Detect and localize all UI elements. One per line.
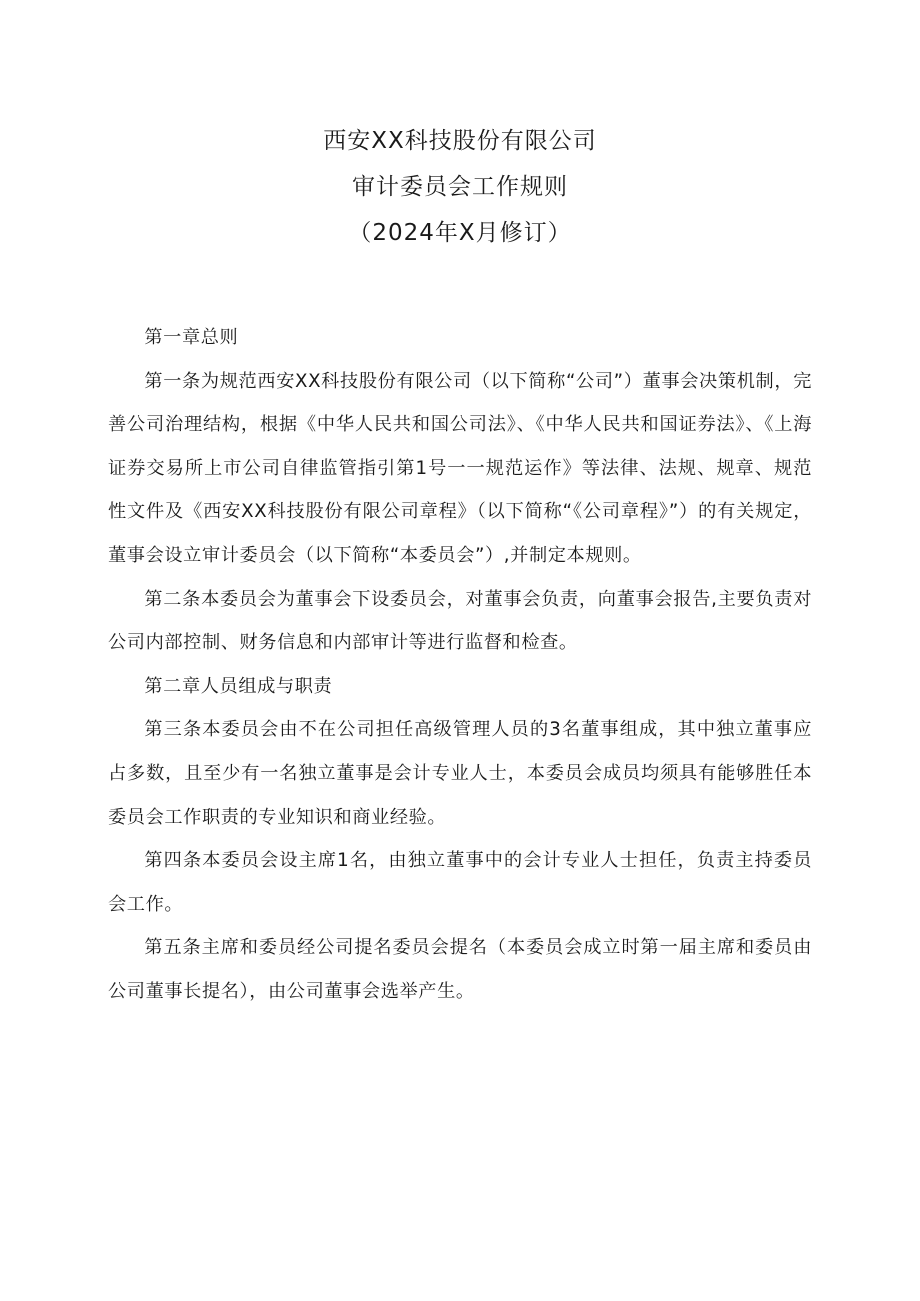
chapter-heading: 第一章总则 xyxy=(144,327,239,348)
revision-note: （2024年X月修订） xyxy=(348,220,572,246)
document-body xyxy=(108,316,812,1014)
article-paragraph: 第三条本委员会由不在公司担任高级管理人员的3名董事组成，其中独立董事应占多数，且至少有一名独立董事是会计专业人士，本委员会成员均须具有能够胜任本委员会工作职责的专业知识和商业经验。 xyxy=(108,719,812,828)
chapter-heading: 第二章人员组成与职责 xyxy=(144,675,333,697)
article-paragraph: 第四条本委员会设主席1名，由独立董事中的会计专业人士担任，负责主持委员会工作。 xyxy=(108,850,812,915)
article-paragraph: 第一条为规范西安XX科技股份有限公司（以下简称“公司”）董事会决策机制，完善公司治理结构，根据《中华人民共和国公司法》、《中华人民共和国证券法》、《上海证券交易所上市公司自律监管指引第1号一一规范运作》等法律、法规、规章、规范性文件及《西安XX科技股份有限公司章程》（以下简称“《公司章程》”）的有关规定，董事会设立审计委员会（以下简称“本委员会”）,并制定本规则。 xyxy=(108,370,812,566)
title-block xyxy=(0,118,920,256)
company-title: 西安XX科技股份有限公司 xyxy=(323,128,597,154)
document-title: 审计委员会工作规则 xyxy=(352,174,568,200)
article-paragraph: 第五条主席和委员经公司提名委员会提名（本委员会成立时第一届主席和委员由公司董事长提名），由公司董事会选举产生。 xyxy=(108,937,812,1002)
article-paragraph: 第二条本委员会为董事会下设委员会，对董事会负责，向董事会报告,主要负责对公司内部控制、财务信息和内部审计等进行监督和检查。 xyxy=(108,588,812,654)
